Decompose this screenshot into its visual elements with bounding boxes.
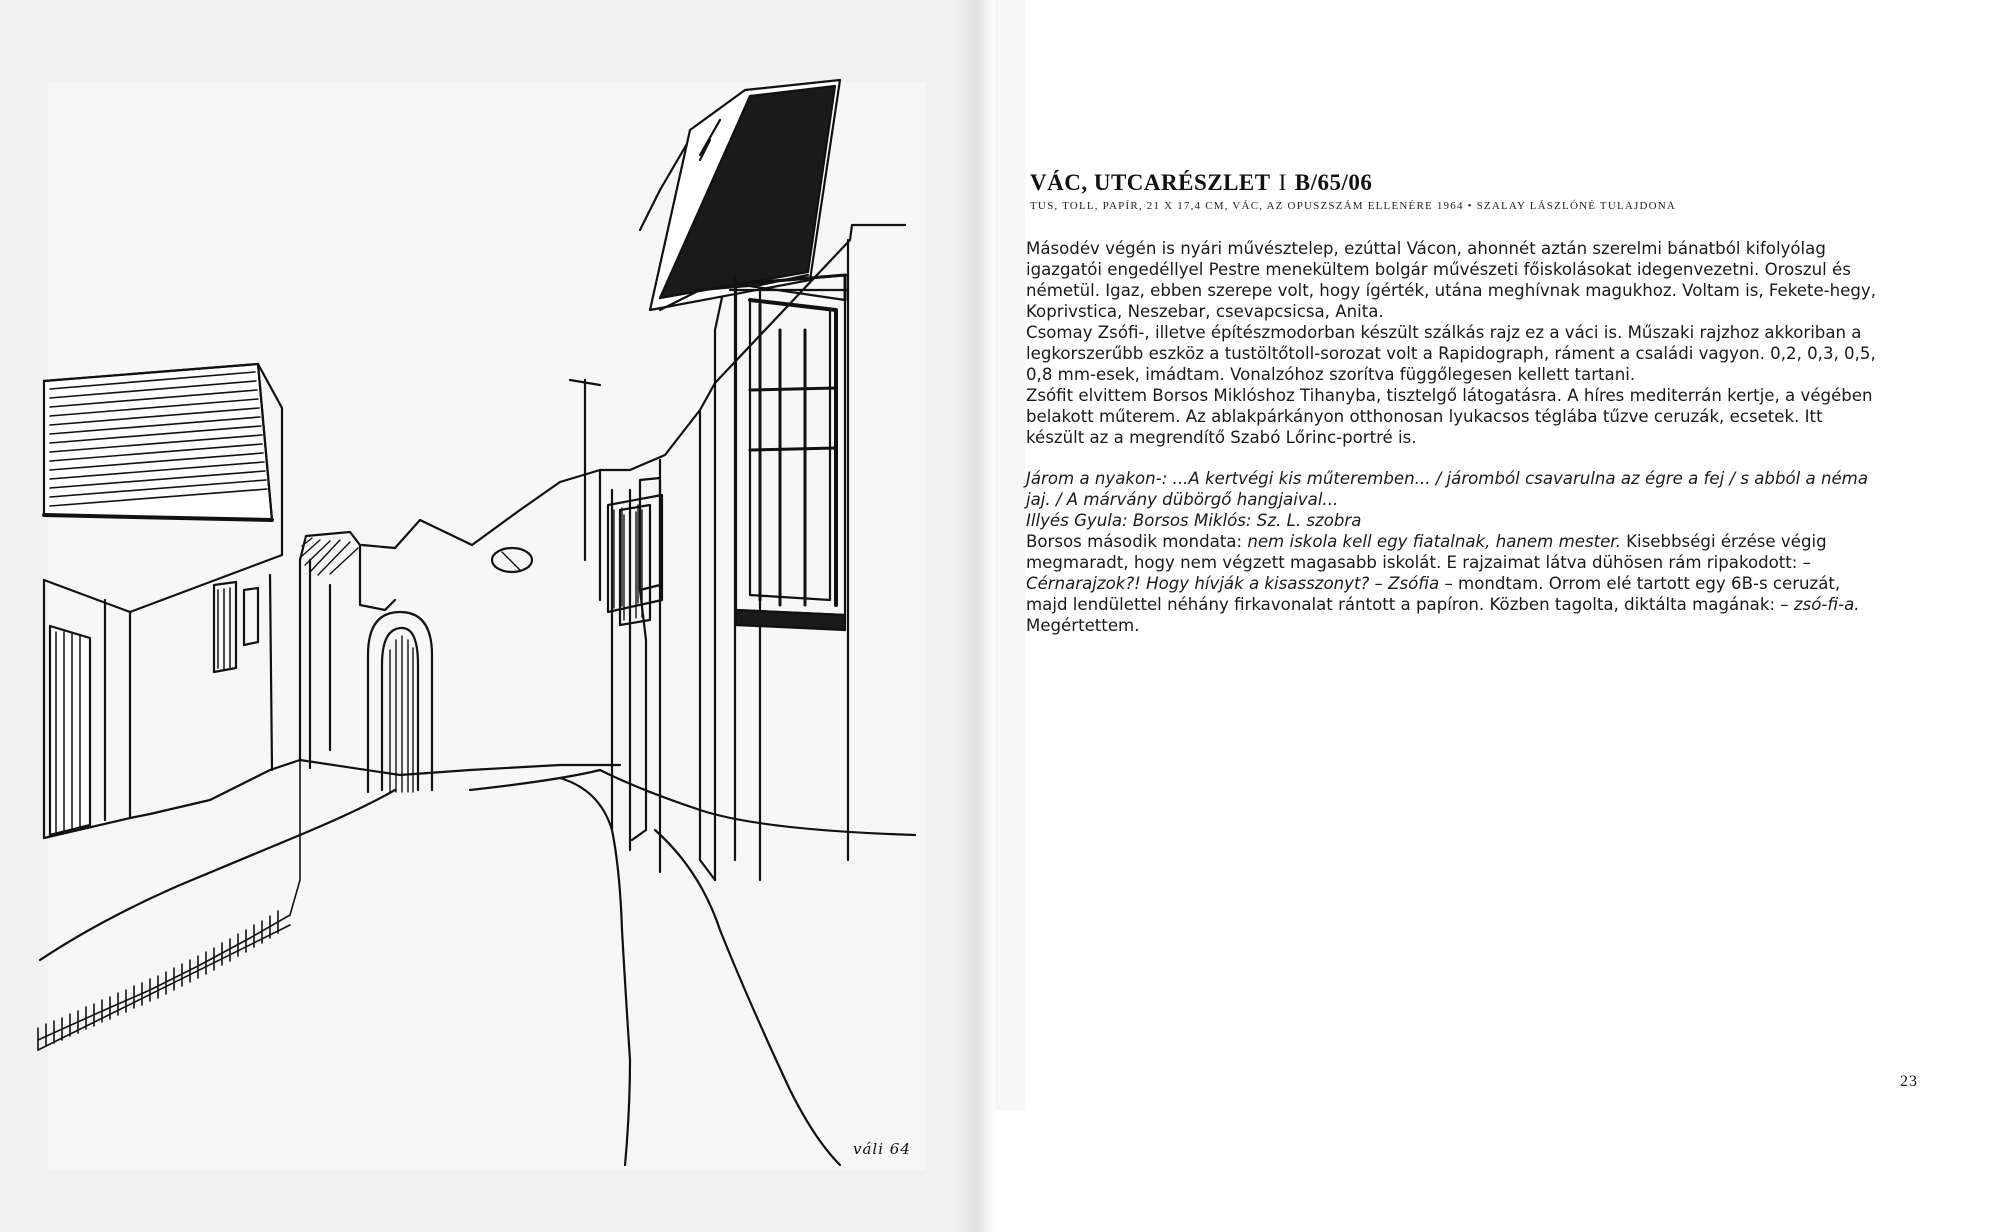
p4-emphasis-2: Cérnarajzok?! Hogy hívják a kisasszonyt? xyxy=(1026,574,1370,593)
tall-window xyxy=(736,275,845,630)
paragraph-2: Csomay Zsófi-, illetve építészmodorban készült szálkás rajz ez a váci is. Műszaki rajzhoz akkoriban a legkorszerűbb eszköz a tustöltőtoll-sorozat volt a Rapidograph, ráment a családi vagyon. 0,2, 0,3, 0,5, 0,8 mm-esek, imádtam. Vonalzóhoz szorítva függőlegesen kellett tartani. xyxy=(1026,323,1876,384)
title-text: VÁC, UTCARÉSZLET xyxy=(1030,170,1271,195)
poem-quote xyxy=(1026,468,1886,510)
body-text xyxy=(1026,238,1886,636)
paragraph-1: Másodév végén is nyári művésztelep, ezúttal Vácon, ahonnét aztán szerelmi bánatból kifolyólag igazgatói engedéllyel Pestre menekültem bolgár művészeti főiskolásokat idegenvezetni. Oroszul és németül. Igaz, ebben szerepe volt, hogy ígérték, utána meghívnak magukhoz. Voltam is, Fekete-hegy, Koprivstica, Neszebar, csevapcsicsa, Anita. xyxy=(1026,239,1877,321)
tall-right-building xyxy=(640,80,905,880)
p4-emphasis-1: nem iskola kell egy fiatalnak, hanem mester. xyxy=(1247,532,1621,551)
poem-source-text: Illyés Gyula: Borsos Miklós: Sz. L. szobra xyxy=(1026,511,1362,530)
paragraph-gap xyxy=(1026,448,1886,468)
left-page xyxy=(0,0,975,1232)
artwork-metadata: TUS, TOLL, PAPÍR, 21 X 17,4 CM, VÁC, AZ OPUSZSZÁM ELLENÉRE 1964 • SZALAY LÁSZLÓNÉ TULAJDONA xyxy=(1030,200,1677,212)
p4-text-d: – mondtam. Orrom elé tartott egy 6B-s ceruzát, majd lendülettel néhány firkavonalat rántott a papíron. Közben tagolta, diktálta magának: – xyxy=(1026,574,1841,614)
archway xyxy=(368,548,532,792)
p4-text-b: Kisebbségi érzése végig megmaradt, hogy nem végzett magasabb iskolát. E rajzaimat látva dühösen rám ripakodott: – xyxy=(1026,532,1827,572)
p4-text-c: – xyxy=(1369,574,1389,593)
middle-house xyxy=(300,482,560,768)
book-gutter xyxy=(955,0,995,1232)
road xyxy=(40,760,915,1165)
p4-emphasis-4: zsó-fi-a. xyxy=(1793,595,1860,614)
p4-text-a: Borsos második mondata: xyxy=(1026,532,1248,551)
poem-quote-text: Járom a nyakon-: ...A kertvégi kis műteremben... / járomból csavarulna az égre a fej / s abból a néma jaj. / A márvány dübörgő hangjaival... xyxy=(1026,469,1869,509)
title-separator: I xyxy=(1278,170,1287,195)
paragraph-3: Zsófit elvittem Borsos Miklóshoz Tihanyba, tisztelgő látogatásra. A híres mediterrán kertje, a végében belakott műterem. Az ablakpárkányon otthonosan lyukacsos téglába tűzve ceruzák, ecsetek. Itt készült az a megrendítő Szabó Lőrinc-portré is. xyxy=(1026,386,1873,447)
left-house-roof xyxy=(44,364,282,555)
left-house-wall xyxy=(44,555,300,838)
closing-line: Megértettem. xyxy=(1026,616,1140,635)
right-buildings xyxy=(560,383,715,880)
artist-signature: váli 64 xyxy=(853,1140,911,1158)
artwork-title xyxy=(1030,170,1372,196)
street-sketch xyxy=(0,0,975,1232)
page-number: 23 xyxy=(1900,1073,1918,1090)
catalog-code: B/65/06 xyxy=(1294,170,1373,195)
page-inner-edge xyxy=(995,0,1025,1110)
poem-source xyxy=(1026,510,1886,531)
paragraph-4 xyxy=(1026,531,1886,615)
p4-emphasis-3: Zsófia xyxy=(1388,574,1440,593)
